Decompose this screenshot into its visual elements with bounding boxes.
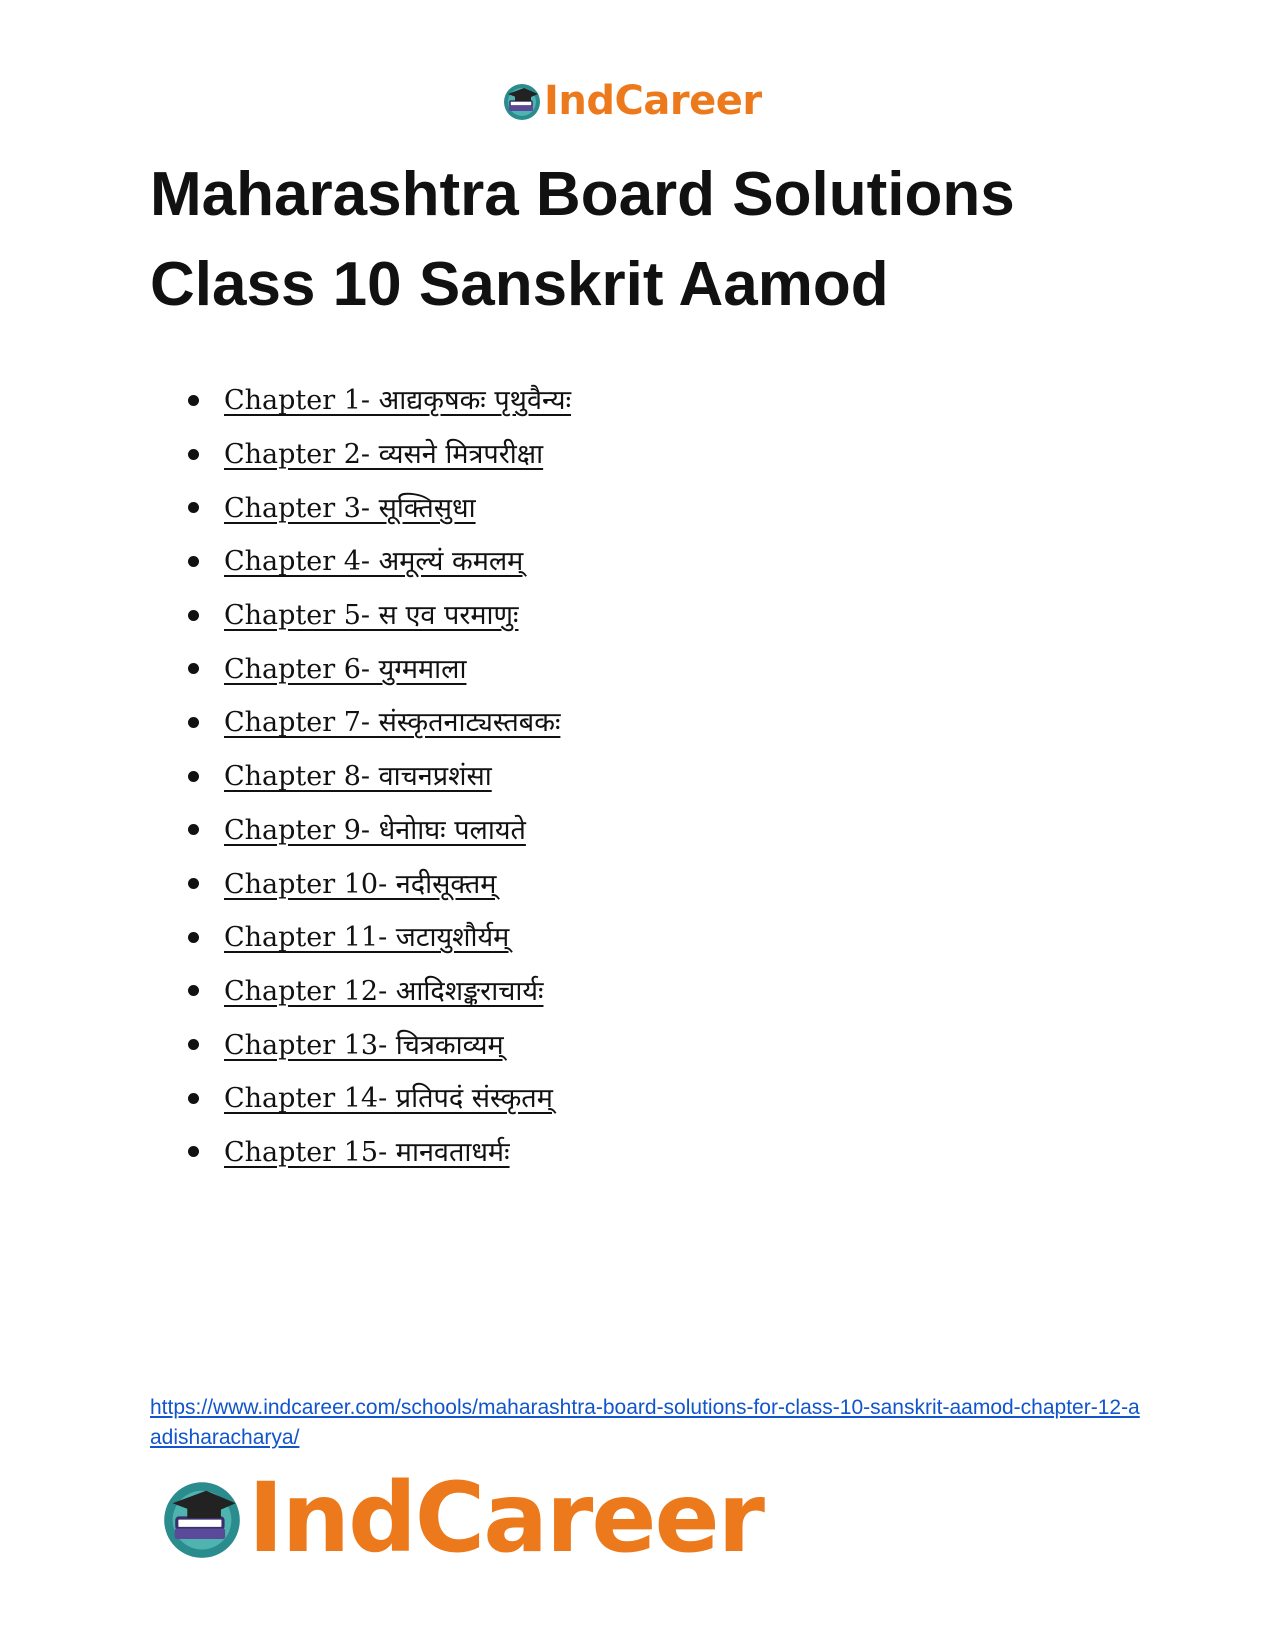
page-title-line-2: Class 10 Sanskrit Aamod — [150, 250, 889, 319]
chapter-list — [0, 372, 571, 1177]
chapter-link-7[interactable]: Chapter 7- संस्कृतनाट्यस्तबकः — [224, 707, 561, 739]
list-item — [0, 1070, 571, 1124]
list-item — [0, 694, 571, 748]
bullet-icon — [188, 395, 199, 406]
bullet-icon — [188, 610, 199, 621]
list-item — [0, 640, 571, 694]
chapter-link-11[interactable]: Chapter 11- जटायुशौर्यम् — [224, 922, 510, 954]
chapter-link-3[interactable]: Chapter 3- सूक्तिसुधा — [224, 492, 476, 524]
list-item — [0, 479, 571, 533]
chapter-link-15[interactable]: Chapter 15- मानवताधर्मः — [224, 1136, 510, 1168]
list-item — [0, 855, 571, 909]
page-title-line-1: Maharashtra Board Solutions — [150, 160, 1015, 229]
brand-name: IndCareer — [544, 78, 762, 124]
list-item — [0, 372, 571, 426]
bullet-icon — [188, 771, 199, 782]
chapter-link-8[interactable]: Chapter 8- वाचनप्रशंसा — [224, 761, 492, 793]
list-item — [0, 426, 571, 480]
list-item — [0, 748, 571, 802]
chapter-link-5[interactable]: Chapter 5- स एव परमाणुः — [224, 600, 519, 632]
bullet-icon — [188, 717, 199, 728]
chapter-link-10[interactable]: Chapter 10- नदीसूक्तम् — [224, 868, 497, 900]
list-item — [0, 963, 571, 1017]
bullet-icon — [188, 1039, 199, 1050]
footer-logo — [160, 1462, 763, 1574]
list-item — [0, 802, 571, 856]
chapter-link-2[interactable]: Chapter 2- व्यसने मित्रपरीक्षा — [224, 439, 544, 471]
list-item — [0, 909, 571, 963]
chapter-link-13[interactable]: Chapter 13- चित्रकाव्यम् — [224, 1029, 504, 1061]
page-title — [150, 150, 1150, 330]
list-item — [0, 1124, 571, 1178]
graduation-cap-books-globe-icon — [160, 1476, 244, 1560]
bullet-icon — [188, 663, 199, 674]
chapter-link-6[interactable]: Chapter 6- युग्ममाला — [224, 653, 467, 685]
bullet-icon — [188, 878, 199, 889]
list-item — [0, 587, 571, 641]
chapter-link-12[interactable]: Chapter 12- आदिशङ्कराचार्यः — [224, 975, 544, 1007]
source-url-link[interactable]: https://www.indcareer.com/schools/maharashtra-board-solutions-for-class-10-sanskrit-aamod-chapter-12-aadisharacharya/ — [150, 1396, 1140, 1449]
list-item — [0, 533, 571, 587]
bullet-icon — [188, 932, 199, 943]
list-item — [0, 1016, 571, 1070]
bullet-icon — [188, 824, 199, 835]
chapter-link-14[interactable]: Chapter 14- प्रतिपदं संस्कृतम् — [224, 1083, 553, 1115]
chapter-link-9[interactable]: Chapter 9- धेनोाघः पलायते — [224, 814, 526, 846]
bullet-icon — [188, 1093, 199, 1104]
bullet-icon — [188, 985, 199, 996]
chapter-link-1[interactable]: Chapter 1- आद्यकृषकः पृथुवैन्यः — [224, 385, 572, 417]
bullet-icon — [188, 502, 199, 513]
chapter-link-4[interactable]: Chapter 4- अमूल्यं कमलम् — [224, 546, 524, 578]
brand-name-footer: IndCareer — [248, 1462, 763, 1574]
graduation-cap-books-globe-icon — [502, 81, 542, 121]
bullet-icon — [188, 556, 199, 567]
header-logo — [502, 78, 762, 124]
bullet-icon — [188, 449, 199, 460]
bullet-icon — [188, 1146, 199, 1157]
